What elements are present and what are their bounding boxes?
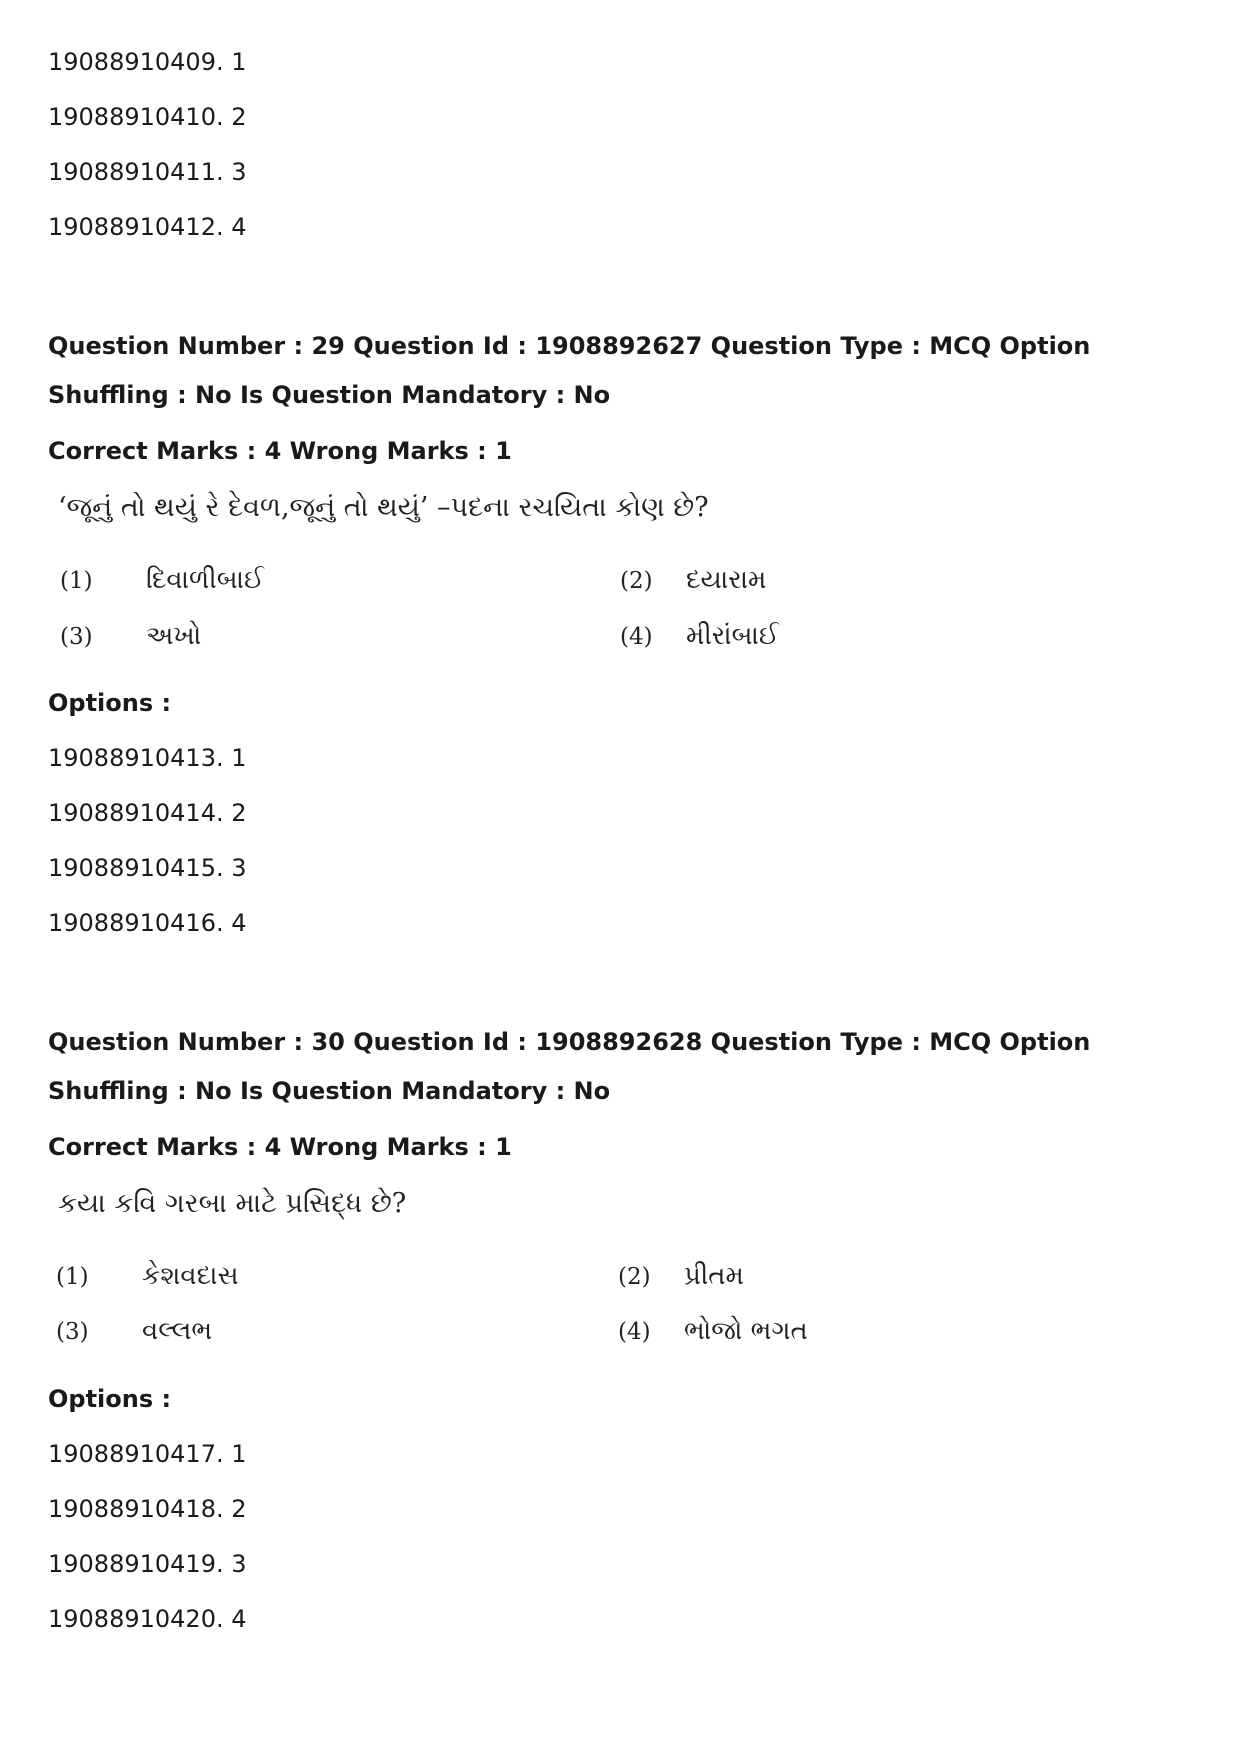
question-header: Question Number : 29 Question Id : 1908892627 Question Type : MCQ Option Shuffling : No Is Question Mandatory : No <box>48 332 1091 409</box>
options-label: Options : <box>48 689 172 717</box>
choice-number: (2) <box>618 1264 651 1290</box>
choice-number: (4) <box>618 1319 651 1345</box>
choice-label: દિવાળીબાઈ <box>146 565 265 595</box>
choice-label: કેશવદાસ <box>142 1261 239 1291</box>
choice-2 <box>620 562 766 599</box>
choice-number: (3) <box>56 1319 89 1345</box>
option-line: 19088910418. 2 <box>48 1495 247 1523</box>
option-line: 19088910412. 4 <box>48 213 247 241</box>
choice-4 <box>618 1313 808 1350</box>
choice-label: વલ્લભ <box>142 1316 213 1346</box>
choice-label: દયારામ <box>686 565 767 595</box>
choice-number: (3) <box>60 624 93 650</box>
option-line: 19088910409. 1 <box>48 48 247 76</box>
choice-3 <box>60 618 201 655</box>
option-line: 19088910419. 3 <box>48 1550 247 1578</box>
choice-4 <box>620 618 779 655</box>
options-label: Options : <box>48 1385 172 1413</box>
question-header: Question Number : 30 Question Id : 1908892628 Question Type : MCQ Option Shuffling : No Is Question Mandatory : No <box>48 1028 1091 1105</box>
choice-2 <box>618 1258 744 1295</box>
choice-number: (1) <box>60 568 93 594</box>
question-text: કયા કવિ ગરબા માટે પ્રસિદ્ધ છે? <box>58 1188 407 1219</box>
marks-line: Correct Marks : 4 Wrong Marks : 1 <box>48 1133 512 1161</box>
option-line: 19088910413. 1 <box>48 744 247 772</box>
choice-label: પ્રીતમ <box>684 1261 744 1291</box>
choice-1 <box>60 562 264 599</box>
option-line: 19088910415. 3 <box>48 854 247 882</box>
question-text: ‘જૂનું તો થયું રે દેવળ,જૂનું તો થયું’ –પદના રચયિતા કોણ છે? <box>58 492 709 523</box>
choice-1 <box>56 1258 239 1295</box>
option-line: 19088910420. 4 <box>48 1605 247 1633</box>
choice-3 <box>56 1313 212 1350</box>
choice-label: ભોજો ભગત <box>684 1316 808 1346</box>
choice-number: (2) <box>620 568 653 594</box>
choice-label: મીરાંબાઈ <box>686 621 779 651</box>
marks-line: Correct Marks : 4 Wrong Marks : 1 <box>48 437 512 465</box>
choice-label: અખો <box>146 621 202 651</box>
option-line: 19088910414. 2 <box>48 799 247 827</box>
option-line: 19088910411. 3 <box>48 158 247 186</box>
option-line: 19088910416. 4 <box>48 909 247 937</box>
choice-number: (1) <box>56 1264 89 1290</box>
option-line: 19088910417. 1 <box>48 1440 247 1468</box>
choice-number: (4) <box>620 624 653 650</box>
option-line: 19088910410. 2 <box>48 103 247 131</box>
document-page <box>48 0 1208 1755</box>
